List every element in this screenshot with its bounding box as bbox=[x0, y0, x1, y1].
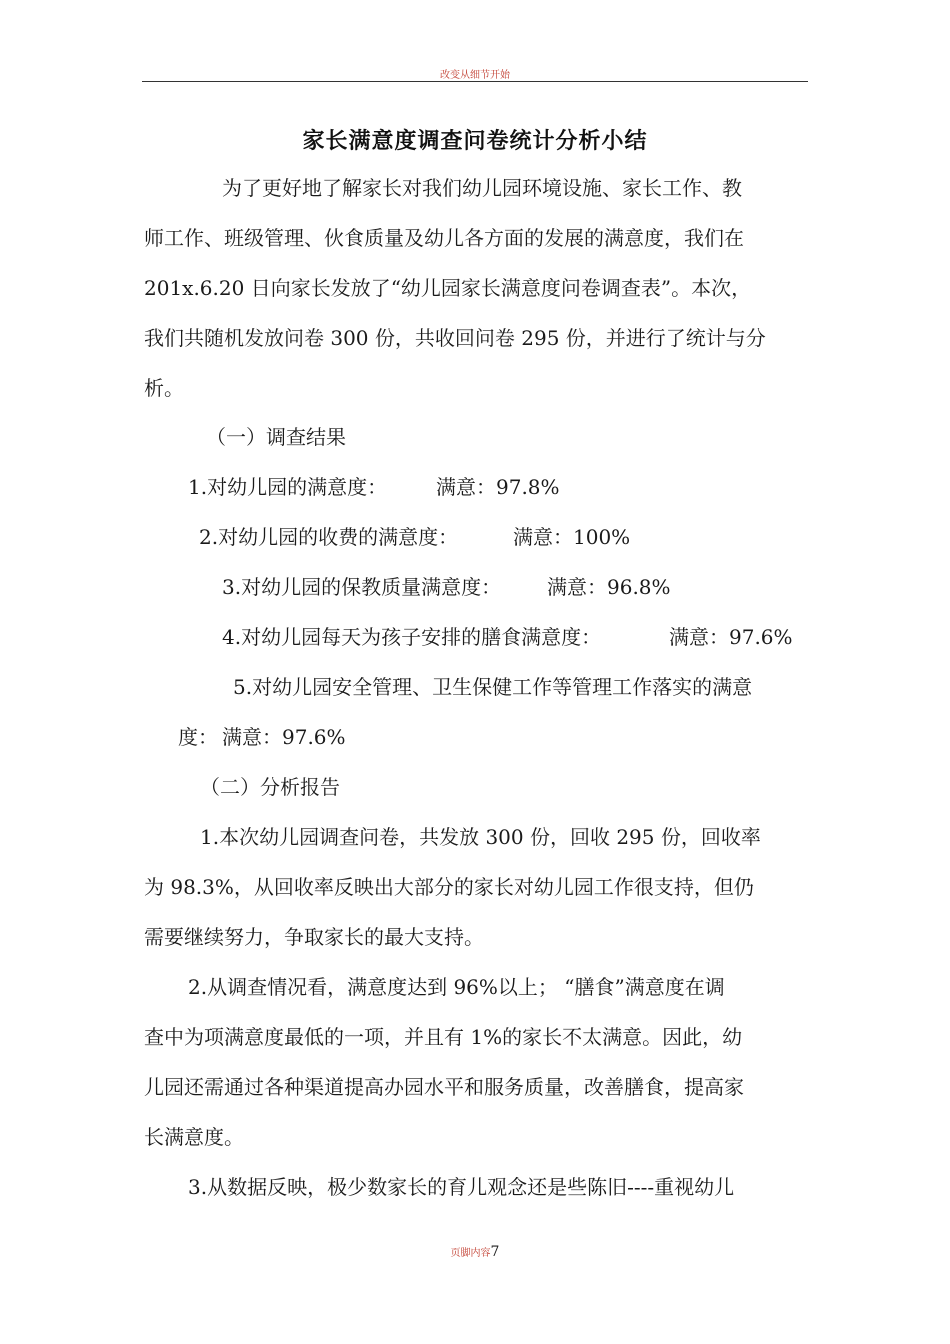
result-item-2-label: 2.对幼儿园的收费的满意度： bbox=[199, 525, 459, 549]
analysis-p2-line-4: 长满意度。 bbox=[144, 1125, 244, 1149]
footer-label: 页脚内容 bbox=[450, 1248, 491, 1259]
result-item-4-value: 满意：97.6% bbox=[669, 625, 793, 649]
document-title: 家长满意度调查问卷统计分析小结 bbox=[302, 128, 648, 154]
intro-line-1: 为了更好地了解家长对我们幼儿园环境设施、家长工作、教 bbox=[222, 176, 742, 200]
page-header: 改变从细节开始 bbox=[440, 70, 510, 81]
result-item-3-value: 满意：96.8% bbox=[547, 575, 671, 599]
analysis-p2-line-3: 儿园还需通过各种渠道提高办园水平和服务质量，改善膳食，提高家 bbox=[144, 1075, 744, 1099]
results-heading: （一）调查结果 bbox=[206, 425, 346, 449]
analysis-p2-line-2: 查中为项满意度最低的一项，并且有 1%的家长不太满意。因此，幼 bbox=[144, 1025, 743, 1049]
page-number: 7 bbox=[490, 1244, 500, 1260]
result-item-1-label: 1.对幼儿园的满意度： bbox=[188, 475, 388, 499]
analysis-p2-line-1: 2.从调查情况看，满意度达到 96%以上； “膳食”满意度在调 bbox=[188, 975, 725, 999]
analysis-p1-line-3: 需要继续努力，争取家长的最大支持。 bbox=[144, 925, 484, 949]
header-divider bbox=[142, 81, 808, 82]
page-footer bbox=[0, 1244, 950, 1260]
result-item-1-value: 满意：97.8% bbox=[436, 475, 560, 499]
result-item-2-value: 满意：100% bbox=[513, 525, 631, 549]
analysis-heading: （二）分析报告 bbox=[200, 775, 340, 799]
result-item-5-label-cont: 度： bbox=[178, 725, 218, 749]
result-item-5-value: 满意：97.6% bbox=[222, 725, 346, 749]
analysis-p1-line-2: 为 98.3%，从回收率反映出大部分的家长对幼儿园工作很支持，但仍 bbox=[144, 875, 754, 899]
intro-line-2: 师工作、班级管理、伙食质量及幼儿各方面的发展的满意度，我们在 bbox=[144, 226, 744, 250]
analysis-p1-line-1: 1.本次幼儿园调查问卷，共发放 300 份，回收 295 份，回收率 bbox=[200, 825, 761, 849]
result-item-3-label: 3.对幼儿园的保教质量满意度： bbox=[222, 575, 502, 599]
result-item-4-label: 4.对幼儿园每天为孩子安排的膳食满意度： bbox=[222, 625, 602, 649]
intro-line-3: 201x.6.20 日向家长发放了“幼儿园家长满意度问卷调查表”。本次， bbox=[144, 276, 752, 300]
intro-line-4: 我们共随机发放问卷 300 份，共收回问卷 295 份，并进行了统计与分 bbox=[144, 326, 766, 350]
analysis-p3-line-1: 3.从数据反映，极少数家长的育儿观念还是些陈旧----重视幼儿 bbox=[188, 1175, 735, 1199]
result-item-5-label: 5.对幼儿园安全管理、卫生保健工作等管理工作落实的满意 bbox=[233, 675, 753, 699]
intro-line-5: 析。 bbox=[144, 376, 184, 400]
